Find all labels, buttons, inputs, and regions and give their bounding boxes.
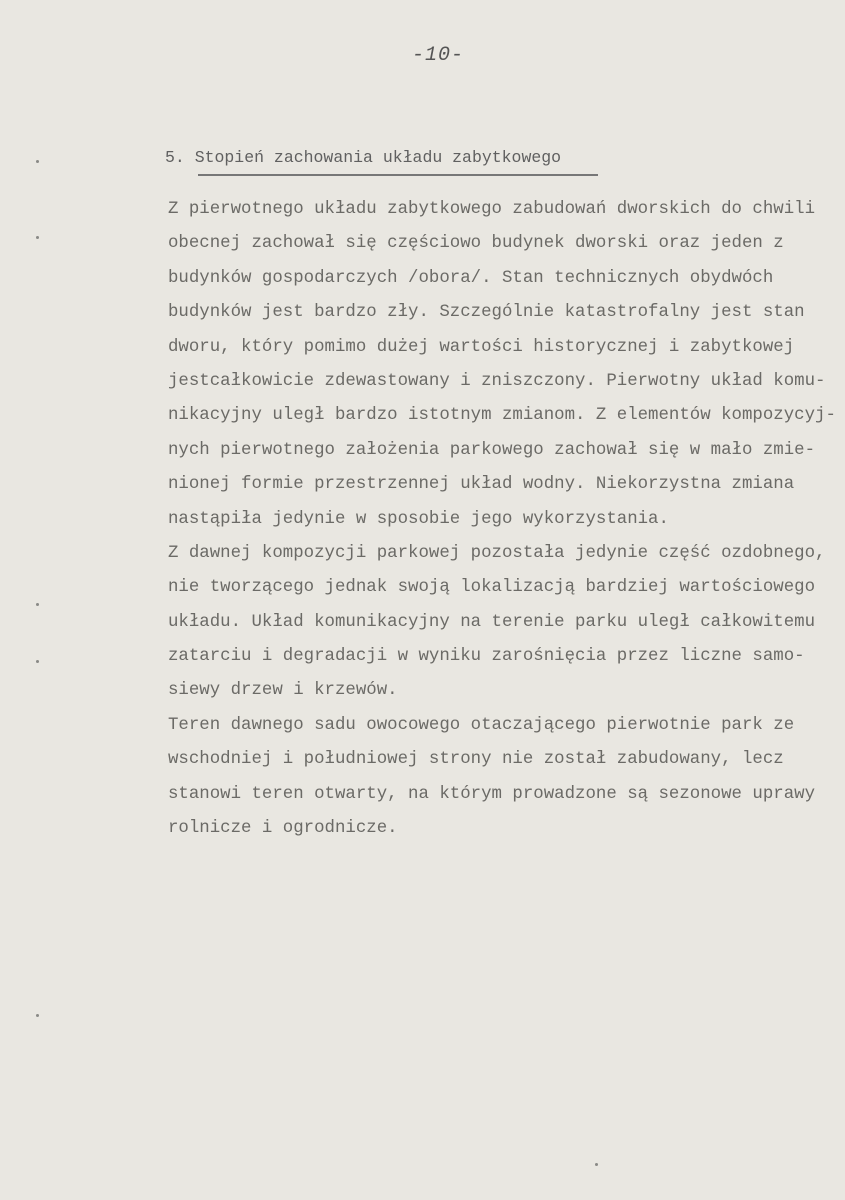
text-line: stanowi teren otwarty, na którym prowadzone są sezonowe uprawy [168, 784, 816, 804]
text-line: Teren dawnego sadu owocowego otaczającego pierwotnie park ze [168, 715, 795, 735]
text-line: nionej formie przestrzennej układ wodny. Niekorzystna zmiana [168, 475, 795, 495]
text-line: rolnicze i ogrodnicze. [168, 819, 398, 839]
text-line: obecnej zachował się częściowo budynek dworski oraz jeden z [168, 234, 784, 254]
text-line: siewy drzew i krzewów. [168, 681, 398, 701]
text-line: nastąpiła jedynie w sposobie jego wykorzystania. [168, 509, 669, 529]
margin-mark [36, 1014, 39, 1017]
margin-mark [36, 603, 39, 606]
margin-mark [36, 160, 39, 163]
text-line: budynków jest bardzo zły. Szczególnie katastrofalny jest stan [168, 303, 805, 323]
margin-mark [36, 660, 39, 663]
text-line: budynków gospodarczych /obora/. Stan technicznych obydwóch [168, 268, 774, 288]
section-heading: 5. Stopień zachowania układu zabytkowego [165, 148, 562, 167]
text-line: układu. Układ komunikacyjny na terenie parku uległ całkowitemu [168, 612, 816, 632]
text-line: nie tworzącego jednak swoją lokalizacją bardziej wartościowego [168, 578, 816, 598]
margin-mark [36, 236, 39, 239]
text-line: jestcałkowicie zdewastowany i zniszczony. Pierwotny układ komu- [168, 371, 826, 391]
section-body [168, 196, 845, 849]
text-line: Z dawnej kompozycji parkowej pozostała jedynie część ozdobnego, [168, 543, 826, 563]
text-line: nikacyjny uległ bardzo istotnym zmianom. Z elementów kompozycyj- [168, 406, 836, 426]
heading-underline [198, 174, 598, 176]
page-number: -10- [412, 44, 465, 67]
text-line: Z pierwotnego układu zabytkowego zabudowań dworskich do chwili [168, 200, 816, 219]
text-line: zatarciu i degradacji w wyniku zarośnięcia przez liczne samo- [168, 647, 805, 667]
text-line: nych pierwotnego założenia parkowego zachował się w mało zmie- [168, 440, 816, 460]
text-line: wschodniej i południowej strony nie został zabudowany, lecz [168, 750, 784, 770]
text-line: dworu, który pomimo dużej wartości historycznej i zabytkowej [168, 337, 795, 357]
margin-mark [595, 1163, 598, 1166]
